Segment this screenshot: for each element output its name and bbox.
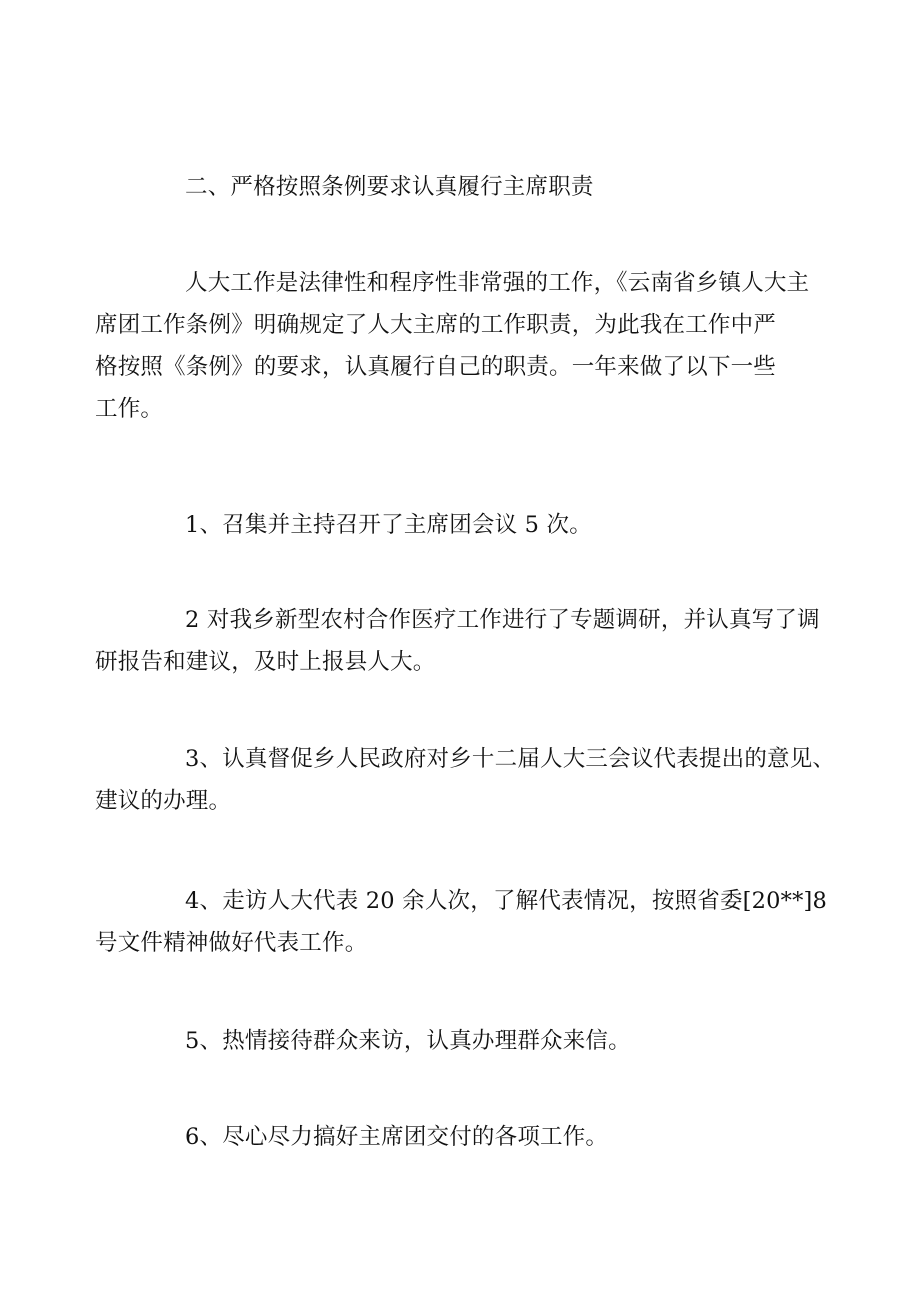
list-item-1 — [140, 504, 786, 546]
list-item-2-line-1: 2 对我乡新型农村合作医疗工作进行了专题调研，并认真写了调 — [185, 607, 820, 633]
list-item-2 — [95, 599, 820, 683]
list-item-4-line-1: 4、走访人大代表 20 余人次，了解代表情况，按照省委[20**]8 — [185, 888, 828, 914]
list-item-3-line-2: 建议的办理。 — [95, 788, 232, 814]
intro-line-4: 工作。 — [95, 396, 164, 422]
intro-line-1: 人大工作是法律性和程序性非常强的工作，《云南省乡镇人大主 — [185, 270, 810, 296]
list-item-2-line-2: 研报告和建议，及时上报县人大。 — [95, 649, 436, 675]
list-item-6-line-1: 6、尽心尽力搞好主席团交付的各项工作。 — [185, 1124, 609, 1150]
intro-line-3: 格按照《条例》的要求，认真履行自己的职责。一年来做了以下一些 — [95, 354, 777, 380]
list-item-5-line-1: 5、热情接待群众来访，认真办理群众来信。 — [185, 1028, 631, 1054]
section-heading — [140, 166, 786, 208]
list-item-4-line-2: 号文件精神做好代表工作。 — [95, 930, 368, 956]
list-item-5 — [140, 1020, 786, 1062]
intro-line-2: 席团工作条例》明确规定了人大主席的工作职责，为此我在工作中严 — [95, 312, 777, 338]
list-item-4 — [95, 880, 828, 964]
list-item-6 — [140, 1116, 786, 1158]
list-item-1-line-1: 1、召集并主持召开了主席团会议 5 次。 — [185, 512, 592, 538]
list-item-3 — [95, 738, 836, 822]
intro-paragraph — [95, 262, 810, 430]
list-item-3-line-1: 3、认真督促乡人民政府对乡十二届人大三会议代表提出的意见、 — [185, 746, 836, 772]
section-heading-text: 二、严格按照条例要求认真履行主席职责 — [185, 174, 594, 200]
